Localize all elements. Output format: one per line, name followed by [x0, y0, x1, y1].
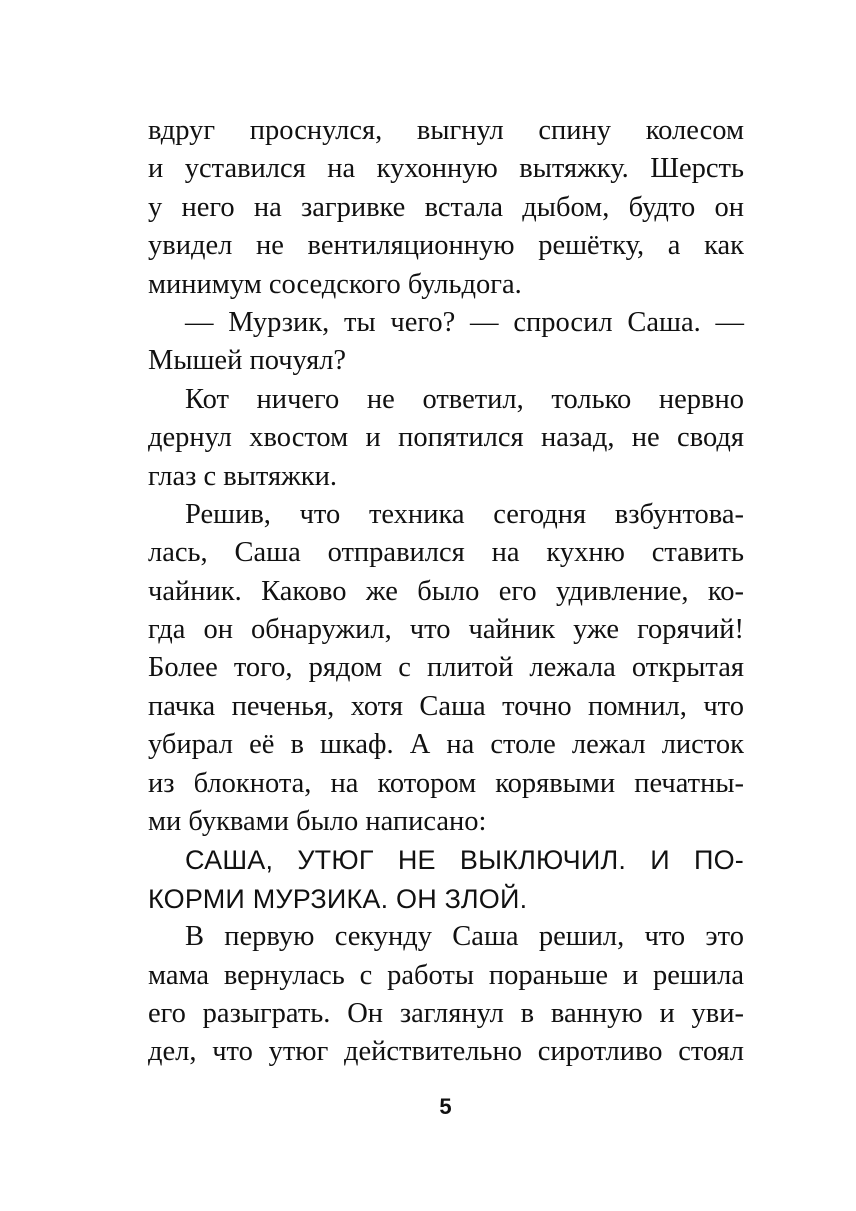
page-number: 5: [439, 1094, 452, 1119]
text-line: Более того, рядом с плитой лежала открытая: [148, 652, 744, 684]
text-line: чайник. Каково же было его удивление, ко-: [148, 575, 744, 607]
dialogue-line: — Мурзик, ты чего? — спросил Саша. —: [185, 306, 744, 338]
text-line: мама вернулась с работы пораньше и решила: [148, 959, 744, 991]
text-line: у него на загривке встала дыбом, будто он: [148, 191, 744, 223]
text-line: увидел не вентиляционную решётку, а как: [148, 230, 744, 262]
note-text-line: САША, УТЮГ НЕ ВЫКЛЮЧИЛ. И ПО-: [185, 845, 744, 876]
text-line: ми буквами было написано:: [148, 806, 487, 838]
text-line: его разыграть. Он заглянул в ванную и уви-: [148, 997, 744, 1029]
text-line: гда он обнаружил, что чайник уже горячий!: [148, 614, 744, 646]
text-line: глаз с вытяжки.: [148, 460, 337, 492]
text-line: В первую секунду Саша решил, что это: [185, 921, 744, 953]
text-line: лась, Саша отправился на кухню ставить: [148, 537, 744, 569]
text-line: минимум соседского бульдога.: [148, 268, 522, 300]
dialogue-line: Мышей почуял?: [148, 345, 347, 377]
text-line: пачка печенья, хотя Саша точно помнил, что: [148, 690, 744, 722]
text-line: дел, что утюг действительно сиротливо стоял: [148, 1036, 744, 1068]
page-body-text: [148, 112, 744, 1072]
text-line: убирал её в шкаф. А на столе лежал листок: [148, 729, 744, 761]
text-line: вдруг проснулся, выгнул спину колесом: [148, 115, 744, 146]
text-line: Кот ничего не ответил, только нервно: [185, 383, 744, 415]
text-line: из блокнота, на котором корявыми печатны-: [148, 767, 744, 799]
text-line: и уставился на кухонную вытяжку. Шерсть: [148, 153, 744, 185]
note-text-line: КОРМИ МУРЗИКА. ОН ЗЛОЙ.: [148, 883, 528, 914]
text-line: дернул хвостом и попятился назад, не сводя: [148, 422, 744, 454]
text-line: Решив, что техника сегодня взбунтова-: [185, 498, 744, 530]
